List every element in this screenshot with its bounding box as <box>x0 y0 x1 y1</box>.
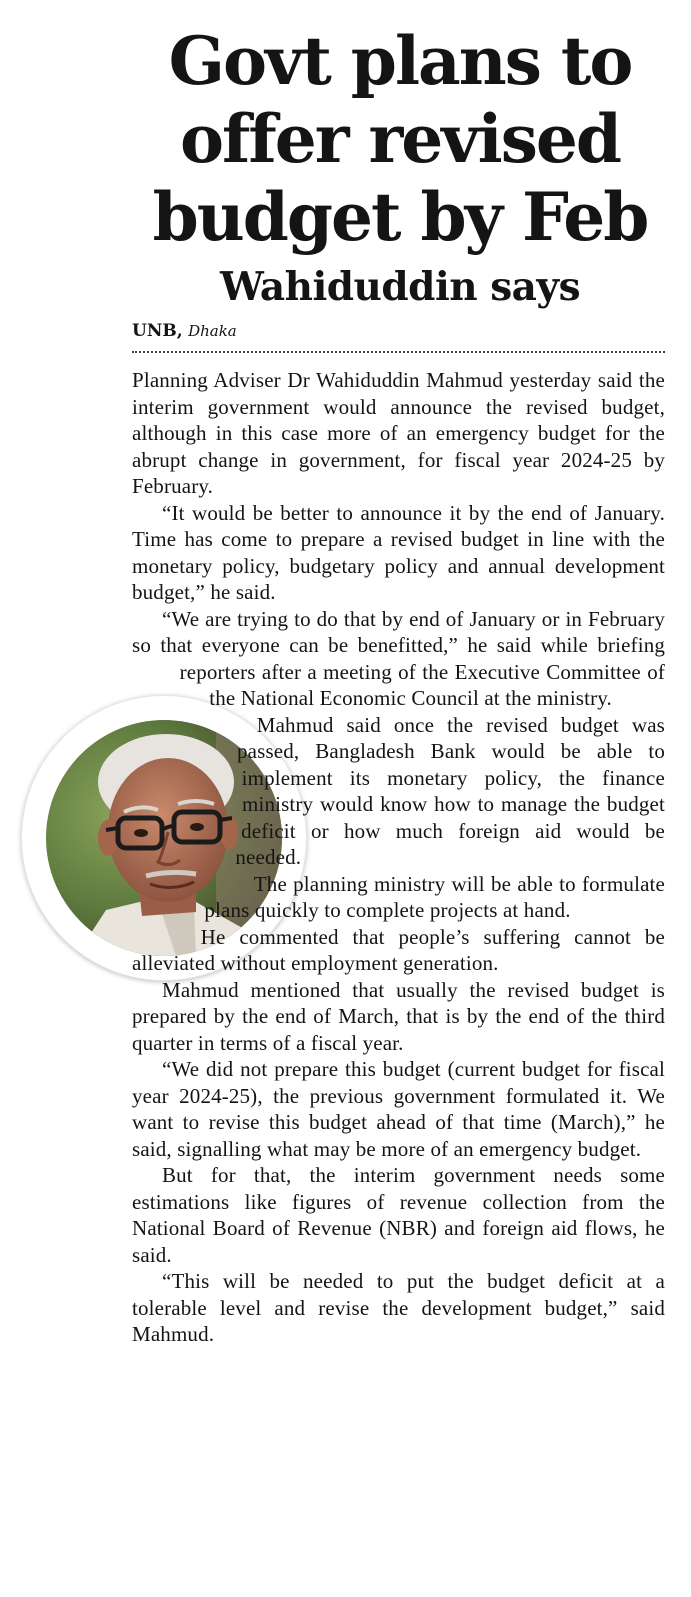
article-paragraph: “It would be better to announce it by the end of January. Time has come to prepare a revised budget in line with the monetary policy, budgetary policy and annual development budget,” he said. <box>132 500 665 604</box>
byline-place: Dhaka <box>188 322 237 340</box>
article-paragraph: Mahmud mentioned that usually the revised budget is prepared by the end of March, that is by the end of the third quarter in terms of a fiscal year. <box>132 977 665 1055</box>
article-paragraph: The planning ministry will be able to formulate plans quickly to complete projects at hand. <box>204 871 665 922</box>
article-paragraph: “This will be needed to put the budget deficit at a tolerable level and revise the development budget,” said Mahmud. <box>132 1269 665 1346</box>
article-paragraph: Planning Adviser Dr Wahiduddin Mahmud yesterday said the interim government would announce the revised budget, although in this case more of an emergency budget for the abrupt change in government, for fiscal year 2024-25 by February. <box>132 368 665 498</box>
article-paragraph: Mahmud said once the revised budget was passed, Bangladesh Bank would be able to implement its monetary policy, the finance ministry would know how to manage the budget deficit or how much foreign aid would be needed. <box>235 712 665 869</box>
article-paragraph: He commented that people’s suffering cannot be alleviated without employment generation. <box>132 924 665 975</box>
headline: Govt plans to offer revised budget by Feb <box>152 22 648 256</box>
byline-divider <box>132 351 665 353</box>
article-paragraph: But for that, the interim government needs some estimations like figures of revenue collection from the National Board of Revenue (NBR) and foreign aid flows, he said. <box>132 1163 665 1267</box>
byline-agency: UNB, <box>132 321 183 341</box>
byline <box>132 319 237 343</box>
article-body <box>132 367 665 1348</box>
article-paragraph: “We did not prepare this budget (current budget for fiscal year 2024-25), the previous government formulated it. We want to revise this budget ahead of that time (March),” he said, signalling what may be more of an emergency budget. <box>132 1057 665 1161</box>
subheadline: Wahiduddin says <box>219 264 581 310</box>
article-paragraph: “We are trying to do that by end of January or in February so that everyone can be benefitted,” he said while briefing reporters after a meeting of the Executive Committee of the National Economic Council at the ministry. <box>132 606 665 710</box>
